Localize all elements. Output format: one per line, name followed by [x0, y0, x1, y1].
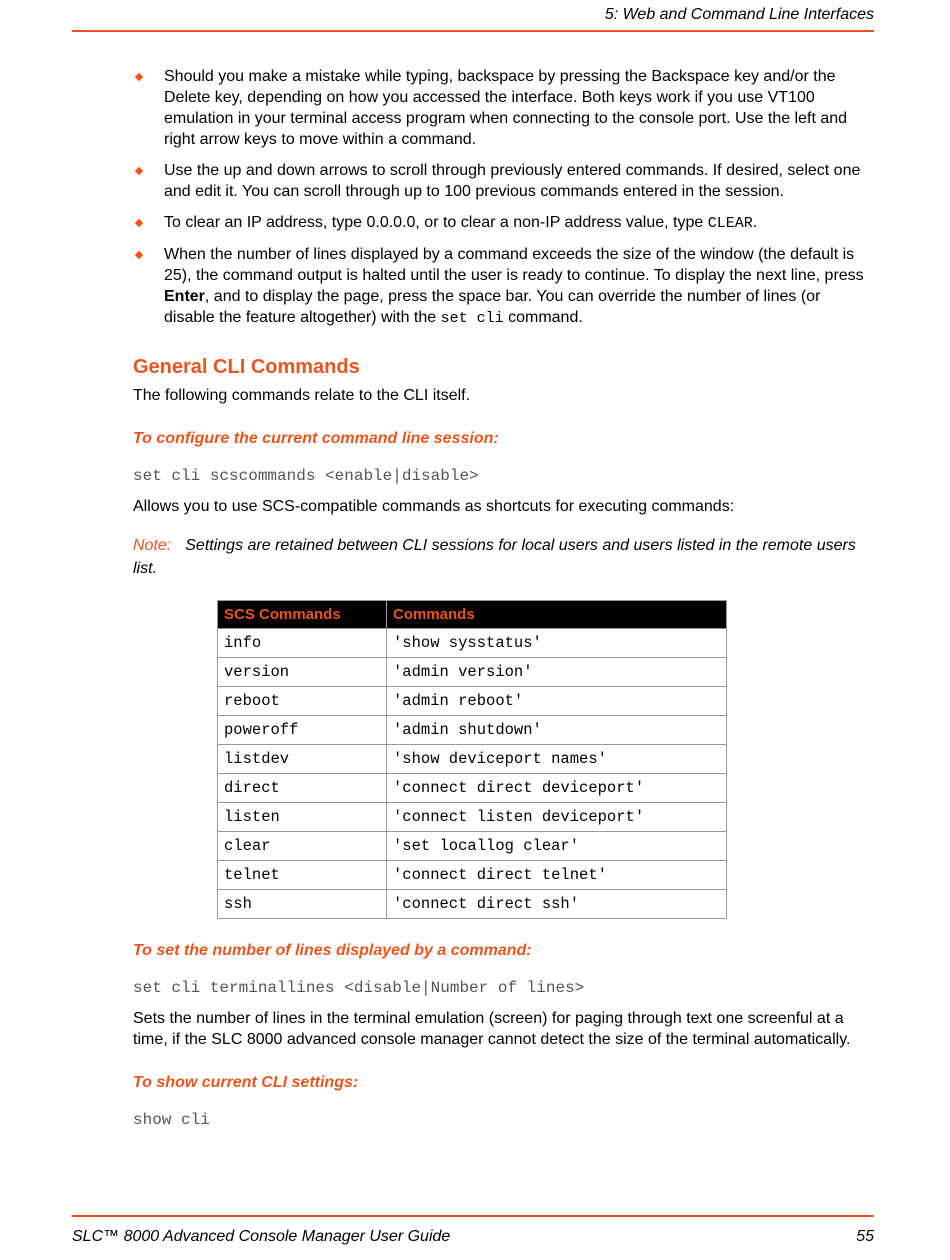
bullet-text: Should you make a mistake while typing, backspace by pressing the Backspace key and/or the Delete key, depending on how you accessed the interface. Both keys work if you use VT100 emulation in your terminal access program when connecting to the console port. Use the left and right arrow keys to move within a command.	[164, 68, 848, 148]
tips-list	[133, 66, 872, 329]
table-header-row	[218, 601, 727, 629]
list-item	[133, 66, 872, 150]
section-title: General CLI Commands	[133, 356, 360, 378]
page-content	[133, 66, 872, 1131]
command-cell: 'connect direct deviceport'	[387, 774, 727, 803]
show-heading: To show current CLI settings:	[133, 1074, 359, 1091]
note	[133, 534, 872, 580]
scs-command-cell: ssh	[218, 890, 387, 919]
scs-command-cell: direct	[218, 774, 387, 803]
list-item	[133, 160, 872, 202]
table-row	[218, 687, 727, 716]
configure-heading: To configure the current command line session:	[133, 430, 499, 447]
bullet-text: To clear an IP address, type 0.0.0.0, or to clear a non-IP address value, type	[164, 214, 708, 231]
inline-code: set cli	[440, 310, 504, 327]
page-footer	[72, 1215, 874, 1247]
command-cell: 'set locallog clear'	[387, 832, 727, 861]
page-number: 55	[856, 1228, 874, 1245]
table-row	[218, 658, 727, 687]
bullet-text: Use the up and down arrows to scroll through previously entered commands. If desired, select one and edit it. You can scroll through up to 100 previous commands entered in the session.	[164, 162, 861, 200]
diamond-bullet-icon	[135, 73, 143, 81]
lines-command: set cli terminallines <disable|Number of lines>	[133, 979, 585, 997]
table-row	[218, 774, 727, 803]
section-intro: The following commands relate to the CLI itself.	[133, 387, 471, 404]
scs-command-cell: reboot	[218, 687, 387, 716]
scs-command-cell: info	[218, 629, 387, 658]
scs-command-cell: clear	[218, 832, 387, 861]
table-row	[218, 629, 727, 658]
list-item	[133, 244, 872, 329]
command-cell: 'admin reboot'	[387, 687, 727, 716]
bullet-text: command.	[503, 309, 583, 326]
diamond-bullet-icon	[135, 219, 143, 227]
table-row	[218, 890, 727, 919]
scs-command-cell: listen	[218, 803, 387, 832]
command-cell: 'connect listen deviceport'	[387, 803, 727, 832]
lines-description: Sets the number of lines in the terminal emulation (screen) for paging through text one screenful at a time, if the SLC 8000 advanced console manager cannot detect the size of the terminal automatically.	[133, 1010, 851, 1048]
scs-command-cell: version	[218, 658, 387, 687]
command-cell: 'connect direct telnet'	[387, 861, 727, 890]
diamond-bullet-icon	[135, 167, 143, 175]
table-row	[218, 803, 727, 832]
configure-description: Allows you to use SCS-compatible commands as shortcuts for executing commands:	[133, 498, 735, 515]
list-item	[133, 212, 872, 234]
scs-command-cell: telnet	[218, 861, 387, 890]
table-row	[218, 716, 727, 745]
bullet-text: When the number of lines displayed by a command exceeds the size of the window (the default is 25), the command output is halted until the user is ready to continue. To display the next line, press	[164, 246, 864, 284]
bold-key: Enter	[164, 288, 205, 305]
command-cell: 'show deviceport names'	[387, 745, 727, 774]
table-row	[218, 861, 727, 890]
scs-command-cell: poweroff	[218, 716, 387, 745]
diamond-bullet-icon	[135, 251, 143, 259]
scs-command-cell: listdev	[218, 745, 387, 774]
bullet-text: , and to display the page, press the space bar. You can override the number of lines (or disable the feature altogether) with the	[164, 288, 821, 326]
note-text: Settings are retained between CLI sessions for local users and users listed in the remote users list.	[133, 537, 856, 577]
inline-code: CLEAR	[707, 215, 753, 232]
scs-commands-table	[217, 600, 727, 919]
guide-title: SLC™ 8000 Advanced Console Manager User Guide	[72, 1228, 451, 1245]
note-label: Note:	[133, 537, 172, 554]
page-header	[72, 6, 874, 32]
configure-command: set cli scscommands <enable|disable>	[133, 467, 479, 485]
column-header-commands: Commands	[387, 601, 727, 629]
command-cell: 'show sysstatus'	[387, 629, 727, 658]
command-cell: 'admin shutdown'	[387, 716, 727, 745]
table-row	[218, 745, 727, 774]
command-cell: 'connect direct ssh'	[387, 890, 727, 919]
bullet-text: .	[752, 214, 758, 231]
lines-heading: To set the number of lines displayed by a command:	[133, 942, 532, 959]
show-command: show cli	[133, 1111, 210, 1129]
table-row	[218, 832, 727, 861]
column-header-scs: SCS Commands	[218, 601, 387, 629]
chapter-title: 5: Web and Command Line Interfaces	[604, 6, 874, 23]
command-cell: 'admin version'	[387, 658, 727, 687]
